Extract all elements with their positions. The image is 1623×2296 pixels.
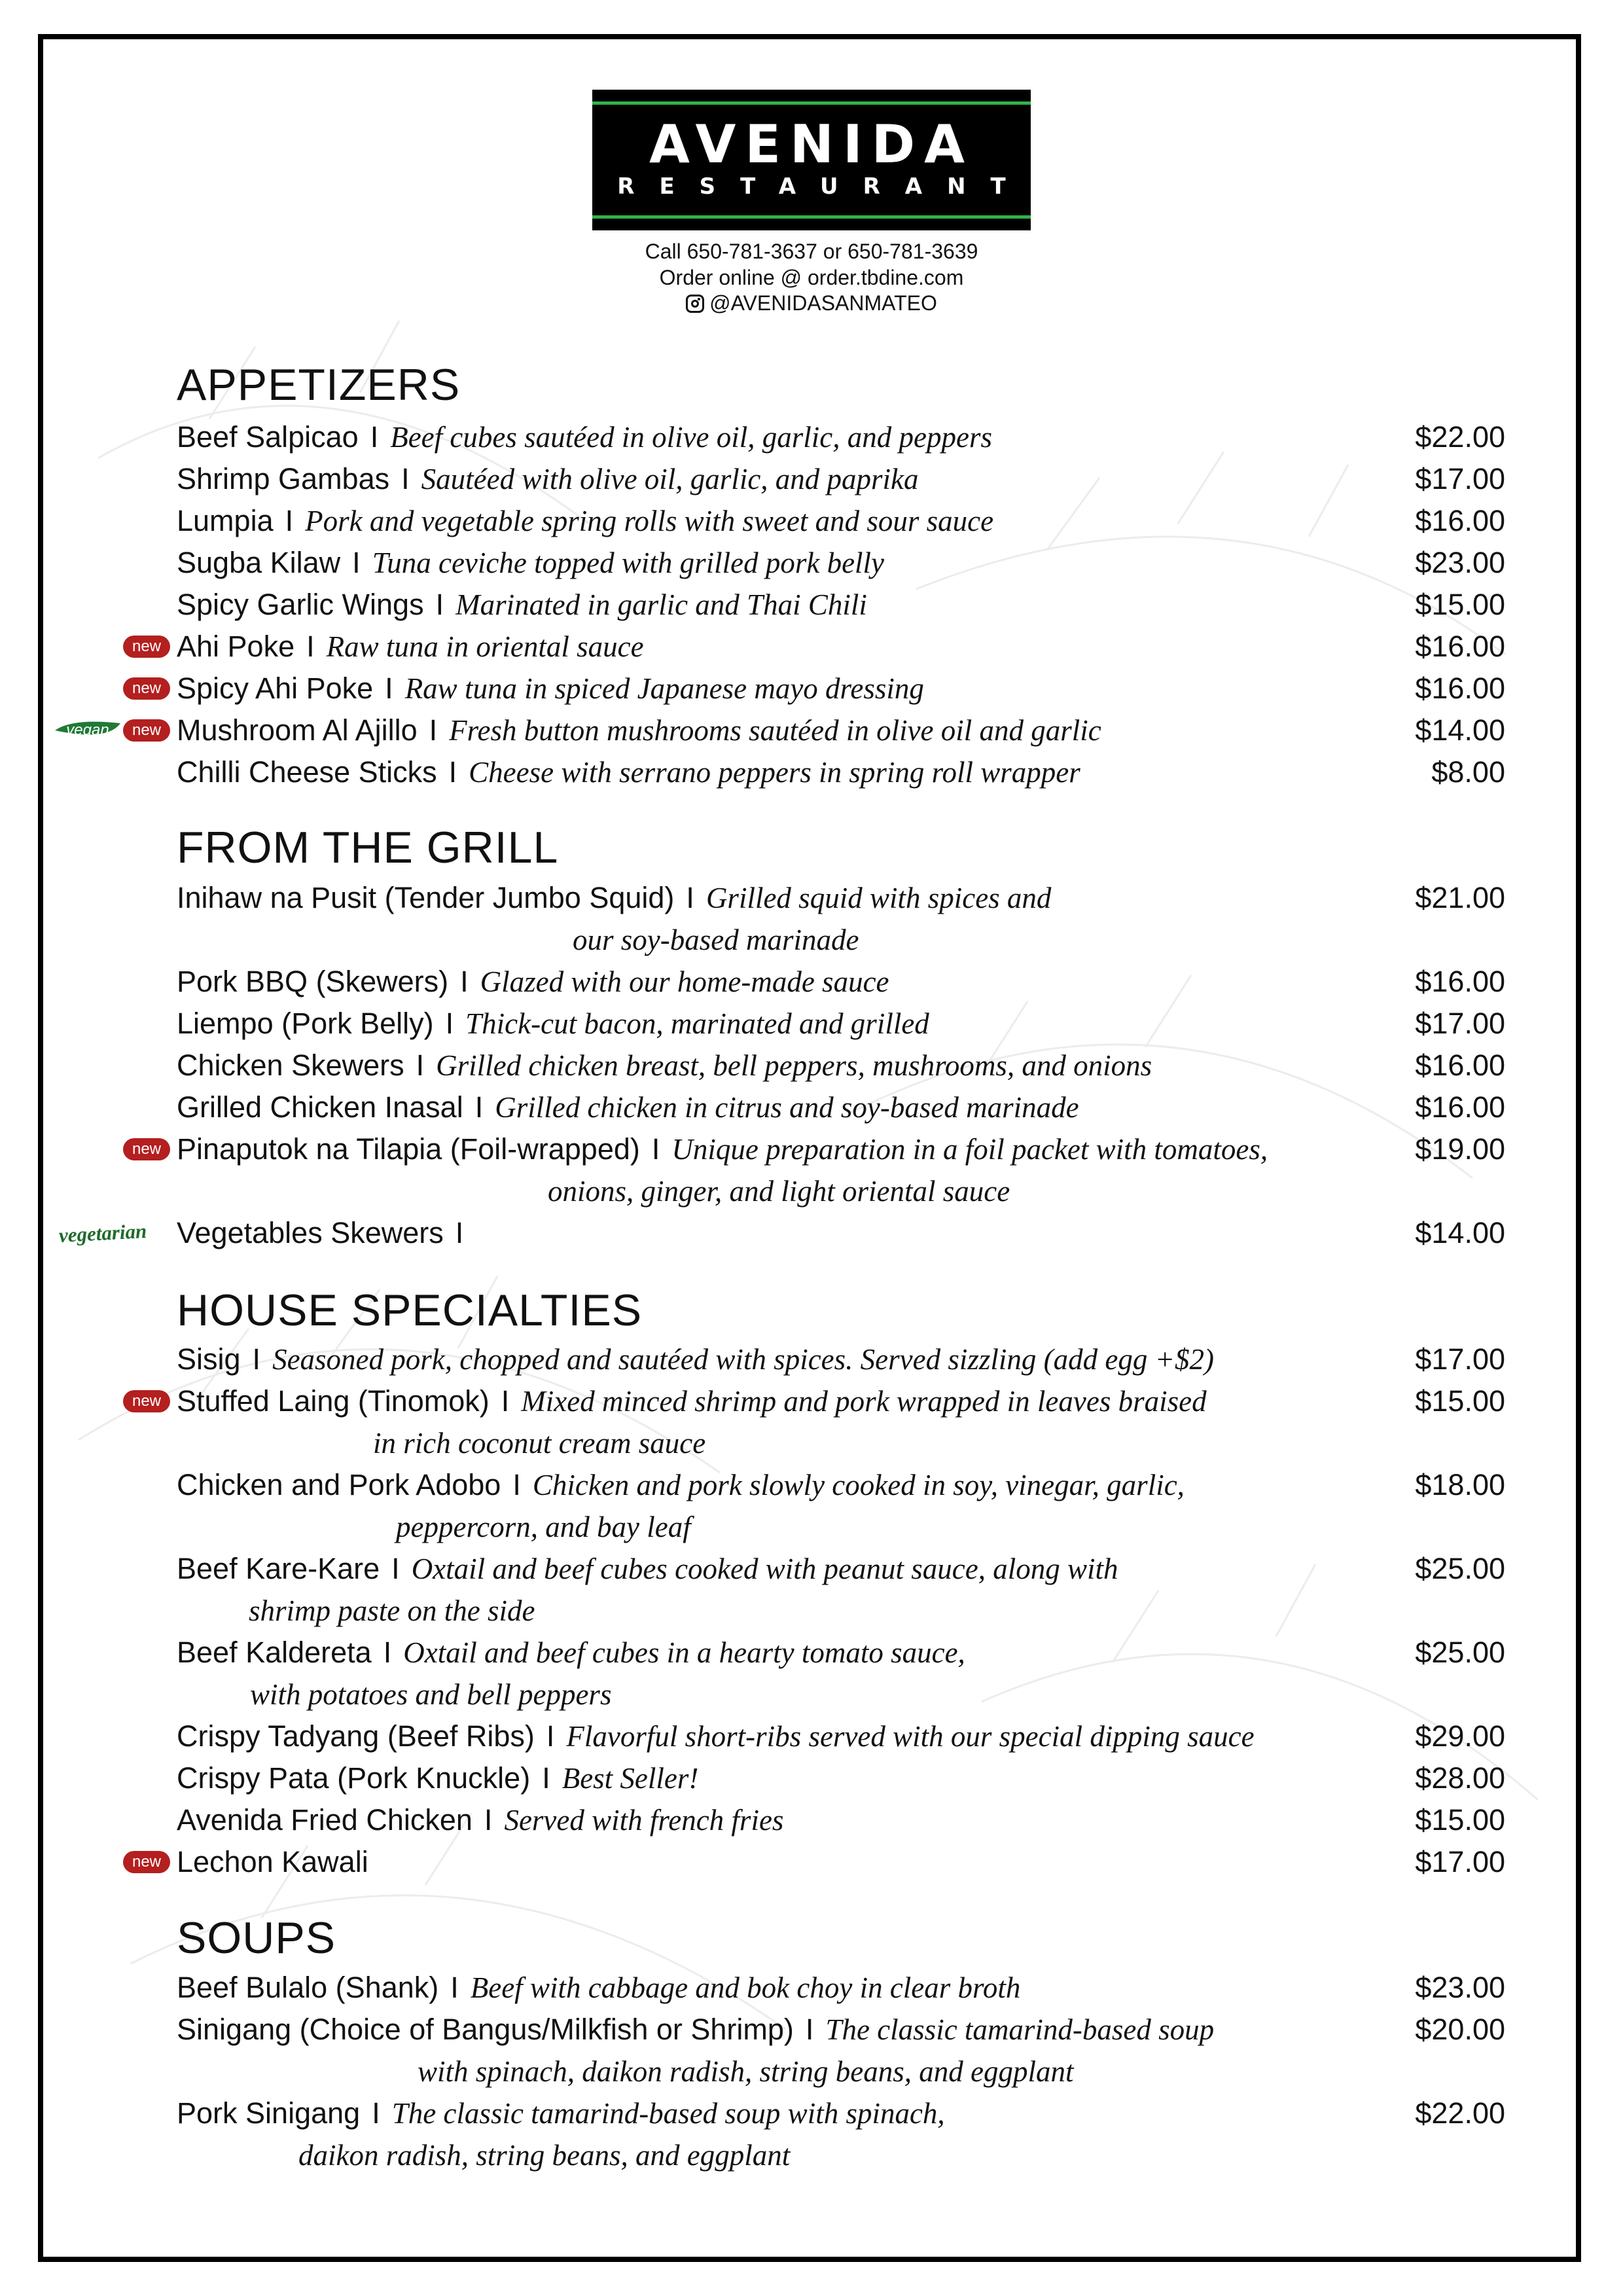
menu-item bbox=[177, 1045, 1505, 1086]
menu-item-separator: I bbox=[448, 755, 457, 789]
menu-item bbox=[177, 709, 1505, 751]
logo-name: AVENIDA bbox=[649, 114, 974, 175]
menu-item-separator: I bbox=[285, 504, 294, 537]
menu-item-price: $23.00 bbox=[1415, 1971, 1505, 2004]
menu-item-line bbox=[177, 1380, 1207, 1422]
menu-item-description: Flavorful short-ribs served with our special dipping sauce bbox=[566, 1720, 1255, 1753]
menu-item-line bbox=[177, 1715, 1255, 1757]
menu-item bbox=[177, 416, 1505, 458]
menu-item-description: Grilled chicken in citrus and soy-based marinade bbox=[495, 1091, 1079, 1124]
menu-item-description: Unique preparation in a foil packet with tomatoes, bbox=[671, 1133, 1268, 1166]
section-title: FROM THE GRILL bbox=[177, 823, 559, 872]
menu-item-separator: I bbox=[401, 462, 410, 495]
menu-item-name: Vegetables Skewers bbox=[177, 1216, 444, 1249]
section-title: SOUPS bbox=[177, 1913, 336, 1963]
new-badge: new bbox=[123, 1138, 170, 1160]
menu-item-price: $17.00 bbox=[1415, 1007, 1505, 1040]
menu-item-separator: I bbox=[252, 1342, 261, 1376]
menu-item bbox=[177, 1548, 1505, 1627]
menu-item-price: $14.00 bbox=[1415, 1216, 1505, 1249]
menu-item-name: Pinaputok na Tilapia (Foil-wrapped) bbox=[177, 1132, 640, 1166]
menu-item-price: $23.00 bbox=[1415, 546, 1505, 579]
menu-item bbox=[177, 668, 1505, 709]
menu-item-line bbox=[177, 542, 884, 584]
menu-item-price: $15.00 bbox=[1415, 1803, 1505, 1837]
menu-item-line bbox=[177, 1757, 698, 1799]
menu-item-price: $25.00 bbox=[1415, 1552, 1505, 1585]
menu-item-price: $25.00 bbox=[1415, 1636, 1505, 1669]
menu-item-description-cont: with spinach, daikon radish, string beans, and eggplant bbox=[418, 2055, 1074, 2088]
menu-item-name: Avenida Fried Chicken bbox=[177, 1803, 473, 1837]
menu-item-name: Pork Sinigang bbox=[177, 2096, 361, 2130]
vegetarian-badge: vegetarian bbox=[58, 1219, 148, 1247]
menu-item-separator: I bbox=[542, 1761, 550, 1795]
menu-item-description: Mixed minced shrimp and pork wrapped in leaves braised bbox=[521, 1385, 1207, 1418]
menu-item-description-cont: with potatoes and bell peppers bbox=[250, 1678, 612, 1711]
menu-item-name: Pork BBQ (Skewers) bbox=[177, 965, 449, 998]
menu-item-description: Grilled chicken breast, bell peppers, mushrooms, and onions bbox=[436, 1049, 1152, 1082]
menu-item-separator: I bbox=[352, 546, 361, 579]
menu-item-description: Thick-cut bacon, marinated and grilled bbox=[465, 1007, 929, 1040]
menu-item-name: Sinigang (Choice of Bangus/Milkfish or Shrimp) bbox=[177, 2013, 794, 2046]
menu-item-line bbox=[177, 709, 1101, 751]
menu-item bbox=[177, 626, 1505, 668]
new-badge: new bbox=[123, 1390, 170, 1412]
menu-item bbox=[177, 542, 1505, 584]
menu-item-name: Beef Bulalo (Shank) bbox=[177, 1971, 439, 2004]
menu-item-description-cont: daikon radish, string beans, and eggplant bbox=[298, 2139, 791, 2172]
menu-item-description: Seasoned pork, chopped and sautéed with spices. Served sizzling (add egg +$2) bbox=[272, 1343, 1214, 1376]
menu-item-description-cont: our soy-based marinade bbox=[573, 924, 859, 956]
menu-item-line bbox=[177, 1212, 475, 1254]
section-title: APPETIZERS bbox=[177, 360, 461, 410]
menu-item-price: $18.00 bbox=[1415, 1468, 1505, 1501]
menu-item-separator: I bbox=[306, 630, 315, 663]
menu-item bbox=[177, 1380, 1505, 1460]
menu-item-name: Mushroom Al Ajillo bbox=[177, 713, 418, 747]
menu-item-description: Tuna ceviche topped with grilled pork belly bbox=[372, 547, 885, 579]
menu-item-name: Chilli Cheese Sticks bbox=[177, 755, 437, 789]
menu-item-name: Chicken Skewers bbox=[177, 1049, 404, 1082]
menu-item-line bbox=[177, 1464, 1185, 1506]
menu-item-name: Chicken and Pork Adobo bbox=[177, 1468, 501, 1501]
menu-item-separator: I bbox=[501, 1384, 510, 1418]
menu-item-description: Sautéed with olive oil, garlic, and paprika bbox=[421, 463, 919, 495]
menu-item-name: Sisig bbox=[177, 1342, 241, 1376]
menu-item-separator: I bbox=[474, 1090, 484, 1124]
menu-item bbox=[177, 500, 1505, 542]
menu-item-name: Crispy Tadyang (Beef Ribs) bbox=[177, 1719, 535, 1753]
menu-item-separator: I bbox=[370, 420, 379, 454]
menu-item-separator: I bbox=[460, 965, 469, 998]
contact-phone: Call 650-781-3637 or 650-781-3639 bbox=[645, 240, 978, 263]
menu-item-line bbox=[177, 2009, 1214, 2051]
menu-item-name: Crispy Pata (Pork Knuckle) bbox=[177, 1761, 531, 1795]
menu-item-line bbox=[177, 416, 992, 458]
menu-item bbox=[177, 751, 1505, 793]
menu-item-description: Oxtail and beef cubes in a hearty tomato sauce, bbox=[403, 1636, 965, 1669]
menu-item-description: Beef with cabbage and bok choy in clear broth bbox=[470, 1971, 1021, 2004]
menu-item-name: Shrimp Gambas bbox=[177, 462, 390, 495]
menu-item-line bbox=[177, 458, 919, 500]
menu-item-description: Raw tuna in spiced Japanese mayo dressing bbox=[404, 672, 924, 705]
menu-item bbox=[177, 1338, 1505, 1380]
menu-item-name: Beef Salpicao bbox=[177, 420, 359, 454]
menu-item-line bbox=[177, 1045, 1152, 1086]
menu-item-price: $17.00 bbox=[1415, 462, 1505, 495]
menu-item-separator: I bbox=[450, 1971, 459, 2004]
vegan-badge bbox=[52, 718, 123, 743]
contact-order-online: Order online @ order.tbdine.com bbox=[659, 266, 964, 289]
menu-item bbox=[177, 1967, 1505, 2009]
menu-item-separator: I bbox=[651, 1132, 660, 1166]
menu-item-price: $16.00 bbox=[1415, 672, 1505, 705]
menu-item bbox=[177, 1799, 1505, 1841]
menu-item-description: The classic tamarind-based soup bbox=[825, 2013, 1215, 2046]
logo-stripe-top bbox=[592, 101, 1031, 105]
menu-item-description: Beef cubes sautéed in olive oil, garlic, and peppers bbox=[390, 421, 992, 454]
menu-item-name: Stuffed Laing (Tinomok) bbox=[177, 1384, 490, 1418]
menu-item-line bbox=[177, 584, 867, 626]
menu-item-price: $16.00 bbox=[1415, 504, 1505, 537]
menu-item-description-cont: in rich coconut cream sauce bbox=[373, 1427, 706, 1460]
menu-item-separator: I bbox=[416, 1049, 425, 1082]
menu-item-separator: I bbox=[429, 713, 438, 747]
menu-item-price: $22.00 bbox=[1415, 420, 1505, 454]
menu-item-line bbox=[177, 1086, 1079, 1128]
menu-item-separator: I bbox=[383, 1636, 392, 1669]
restaurant-logo bbox=[592, 90, 1031, 230]
menu-item-description: Chicken and pork slowly cooked in soy, vinegar, garlic, bbox=[532, 1469, 1185, 1501]
menu-item bbox=[177, 458, 1505, 500]
menu-item-price: $29.00 bbox=[1415, 1719, 1505, 1753]
menu-item-name: Spicy Garlic Wings bbox=[177, 588, 424, 621]
menu-item-line bbox=[177, 961, 889, 1003]
instagram-handle: @AVENIDASANMATEO bbox=[709, 291, 937, 315]
menu-item bbox=[177, 1841, 1505, 1883]
menu-item-name: Lechon Kawali bbox=[177, 1845, 368, 1878]
menu-item-description: Raw tuna in oriental sauce bbox=[326, 630, 644, 663]
menu-item-price: $22.00 bbox=[1415, 2096, 1505, 2130]
menu-item-separator: I bbox=[546, 1719, 555, 1753]
menu-item bbox=[177, 1003, 1505, 1045]
new-badge: new bbox=[123, 719, 170, 742]
menu-item bbox=[177, 1757, 1505, 1799]
menu-item-price: $21.00 bbox=[1415, 881, 1505, 914]
section-title: HOUSE SPECIALTIES bbox=[177, 1285, 643, 1335]
menu-item-description: Glazed with our home-made sauce bbox=[480, 965, 889, 998]
menu-item-separator: I bbox=[391, 1552, 400, 1585]
menu-item-description: Best Seller! bbox=[562, 1762, 699, 1795]
menu-item bbox=[177, 1715, 1505, 1757]
menu-item-name: Lumpia bbox=[177, 504, 274, 537]
logo-stripe-bottom bbox=[592, 215, 1031, 219]
menu-item bbox=[177, 584, 1505, 626]
menu-item-description: Pork and vegetable spring rolls with sweet and sour sauce bbox=[305, 505, 994, 537]
menu-item-name: Liempo (Pork Belly) bbox=[177, 1007, 434, 1040]
menu-item-separator: I bbox=[686, 881, 694, 914]
menu-item-price: $17.00 bbox=[1415, 1342, 1505, 1376]
menu-item-price: $15.00 bbox=[1415, 588, 1505, 621]
menu-item-line bbox=[177, 751, 1080, 793]
menu-item-separator: I bbox=[435, 588, 444, 621]
menu-item-line bbox=[177, 1548, 1118, 1590]
menu-item bbox=[177, 1086, 1505, 1128]
menu-item-line bbox=[177, 1003, 929, 1045]
menu-item-description-cont: shrimp paste on the side bbox=[249, 1594, 535, 1627]
menu-item-price: $28.00 bbox=[1415, 1761, 1505, 1795]
menu-item-name: Spicy Ahi Poke bbox=[177, 672, 374, 705]
menu-item bbox=[177, 877, 1505, 956]
menu-item-description: Cheese with serrano peppers in spring roll wrapper bbox=[469, 756, 1080, 789]
menu-item-name: Beef Kaldereta bbox=[177, 1636, 372, 1669]
new-badge: new bbox=[123, 1851, 170, 1873]
menu-item-line bbox=[177, 2092, 945, 2134]
menu-item-description: Fresh button mushrooms sautéed in olive oil and garlic bbox=[449, 714, 1101, 747]
menu-item-line bbox=[177, 1632, 965, 1674]
menu-item-line bbox=[177, 1841, 368, 1883]
menu-item-separator: I bbox=[455, 1216, 464, 1249]
menu-item-name: Beef Kare-Kare bbox=[177, 1552, 380, 1585]
menu-item-price: $14.00 bbox=[1415, 713, 1505, 747]
menu-item bbox=[177, 1464, 1505, 1543]
menu-item-separator: I bbox=[805, 2013, 814, 2046]
menu-item bbox=[177, 1212, 1505, 1254]
menu-item-price: $16.00 bbox=[1415, 1090, 1505, 1124]
menu-item-price: $20.00 bbox=[1415, 2013, 1505, 2046]
menu-item-separator: I bbox=[484, 1803, 493, 1837]
menu-item bbox=[177, 1632, 1505, 1711]
menu-item-price: $17.00 bbox=[1415, 1845, 1505, 1878]
contact-instagram bbox=[484, 290, 1139, 316]
new-badge: new bbox=[123, 677, 170, 700]
menu-item-description: Oxtail and beef cubes cooked with peanut sauce, along with bbox=[411, 1552, 1118, 1585]
menu-item-name: Sugba Kilaw bbox=[177, 546, 341, 579]
vegan-badge-label: vegan bbox=[66, 721, 109, 739]
menu-item-price: $19.00 bbox=[1415, 1132, 1505, 1166]
menu-item-price: $8.00 bbox=[1431, 755, 1505, 789]
menu-item-line bbox=[177, 626, 644, 668]
menu-item-description: Served with french fries bbox=[504, 1804, 784, 1837]
menu-item-name: Ahi Poke bbox=[177, 630, 295, 663]
menu-item bbox=[177, 1128, 1505, 1208]
menu-item-separator: I bbox=[512, 1468, 521, 1501]
new-badge: new bbox=[123, 636, 170, 658]
logo-subtitle: RESTAURANT bbox=[617, 173, 1031, 200]
menu-item-price: $16.00 bbox=[1415, 965, 1505, 998]
menu-item-description: Grilled squid with spices and bbox=[705, 882, 1052, 914]
menu-item-line bbox=[177, 1128, 1268, 1170]
menu-item-description-cont: onions, ginger, and light oriental sauce bbox=[548, 1175, 1010, 1208]
menu-item-price: $16.00 bbox=[1415, 1049, 1505, 1082]
menu-item-price: $16.00 bbox=[1415, 630, 1505, 663]
menu-item bbox=[177, 2009, 1505, 2088]
menu-item-line bbox=[177, 1799, 783, 1841]
menu-item-description: Marinated in garlic and Thai Chili bbox=[455, 588, 867, 621]
menu-item-line bbox=[177, 1338, 1214, 1380]
menu-item-separator: I bbox=[372, 2096, 380, 2130]
menu-item-name: Inihaw na Pusit (Tender Jumbo Squid) bbox=[177, 881, 675, 914]
menu-item bbox=[177, 2092, 1505, 2172]
menu-item bbox=[177, 961, 1505, 1003]
menu-item-description-cont: peppercorn, and bay leaf bbox=[396, 1511, 691, 1543]
menu-item-price: $15.00 bbox=[1415, 1384, 1505, 1418]
menu-item-separator: I bbox=[385, 672, 393, 705]
menu-item-name: Grilled Chicken Inasal bbox=[177, 1090, 463, 1124]
instagram-icon bbox=[686, 295, 704, 313]
menu-item-separator: I bbox=[445, 1007, 454, 1040]
menu-item-line bbox=[177, 668, 924, 709]
menu-item-line bbox=[177, 877, 1051, 919]
menu-item-line bbox=[177, 1967, 1020, 2009]
menu-item-line bbox=[177, 500, 993, 542]
menu-item-description: The classic tamarind-based soup with spinach, bbox=[391, 2097, 945, 2130]
